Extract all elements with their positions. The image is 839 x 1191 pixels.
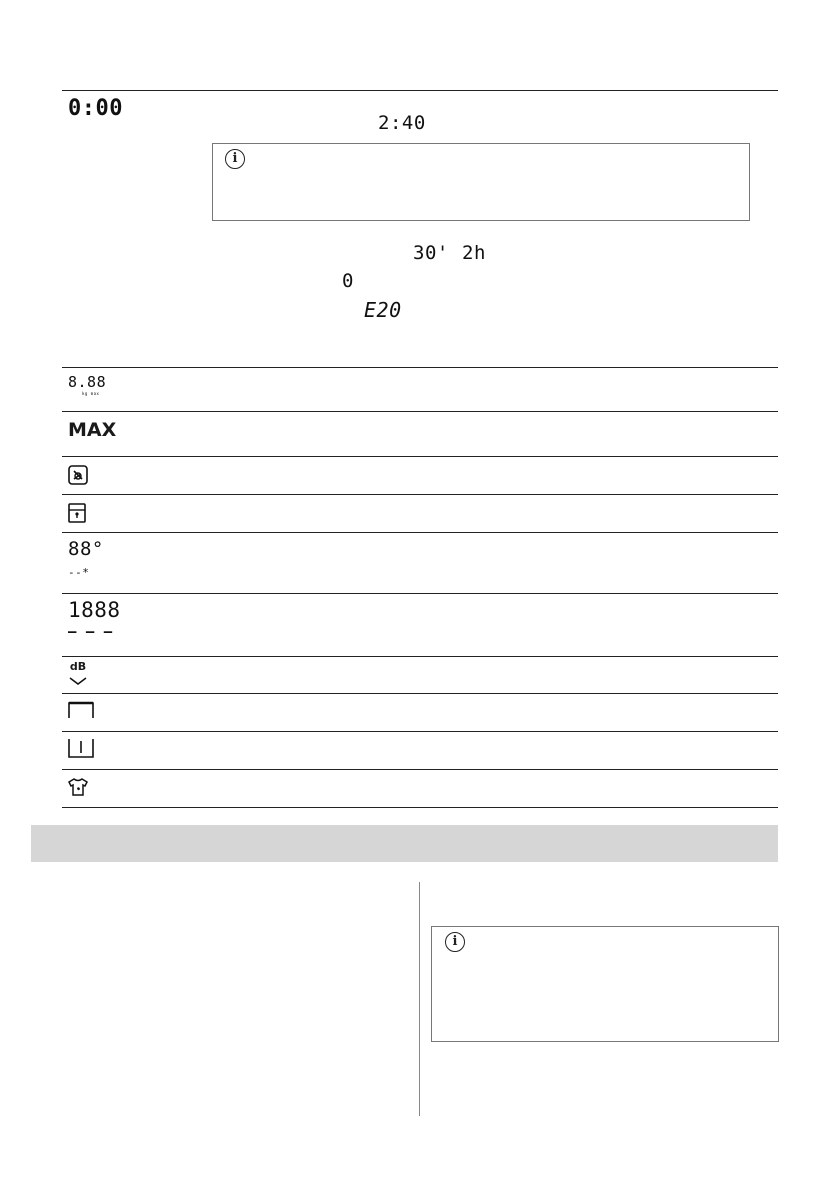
top-rule <box>62 90 778 91</box>
error-code-display: E20 <box>364 298 402 322</box>
time-display-icon: 0:00 <box>68 96 123 121</box>
detergent-tray-icon <box>68 738 94 763</box>
spin-display-icon: 1888 – – – <box>68 598 121 640</box>
row-divider <box>62 731 778 732</box>
rinse-tray-icon <box>68 701 94 724</box>
row-divider <box>62 593 778 594</box>
row-divider <box>62 411 778 412</box>
info-box-1 <box>212 143 750 221</box>
info-icon: i <box>445 932 465 952</box>
row-divider <box>62 656 778 657</box>
column-divider <box>419 882 420 1116</box>
delay-minutes-display: 30' <box>413 242 449 264</box>
example-time-display: 2:40 <box>378 112 426 134</box>
section-heading-bar <box>31 825 778 862</box>
weight-display-icon: 8.88 kg max <box>68 373 107 396</box>
sound-icon: dB <box>68 661 88 691</box>
stain-icon <box>68 465 88 490</box>
door-lock-icon <box>68 503 86 528</box>
row-divider <box>62 693 778 694</box>
temperature-display-icon: 88° --* <box>68 538 104 579</box>
row-divider <box>62 494 778 495</box>
max-icon: MAX <box>68 419 117 441</box>
row-divider <box>62 456 778 457</box>
row-divider <box>62 807 778 808</box>
delay-hours-display: 2h <box>462 242 486 264</box>
shirt-icon <box>68 777 88 802</box>
row-divider <box>62 769 778 770</box>
row-divider <box>62 367 778 368</box>
zero-display: 0 <box>342 270 354 292</box>
info-icon: i <box>225 149 245 169</box>
info-box-2 <box>431 926 779 1042</box>
row-divider <box>62 532 778 533</box>
